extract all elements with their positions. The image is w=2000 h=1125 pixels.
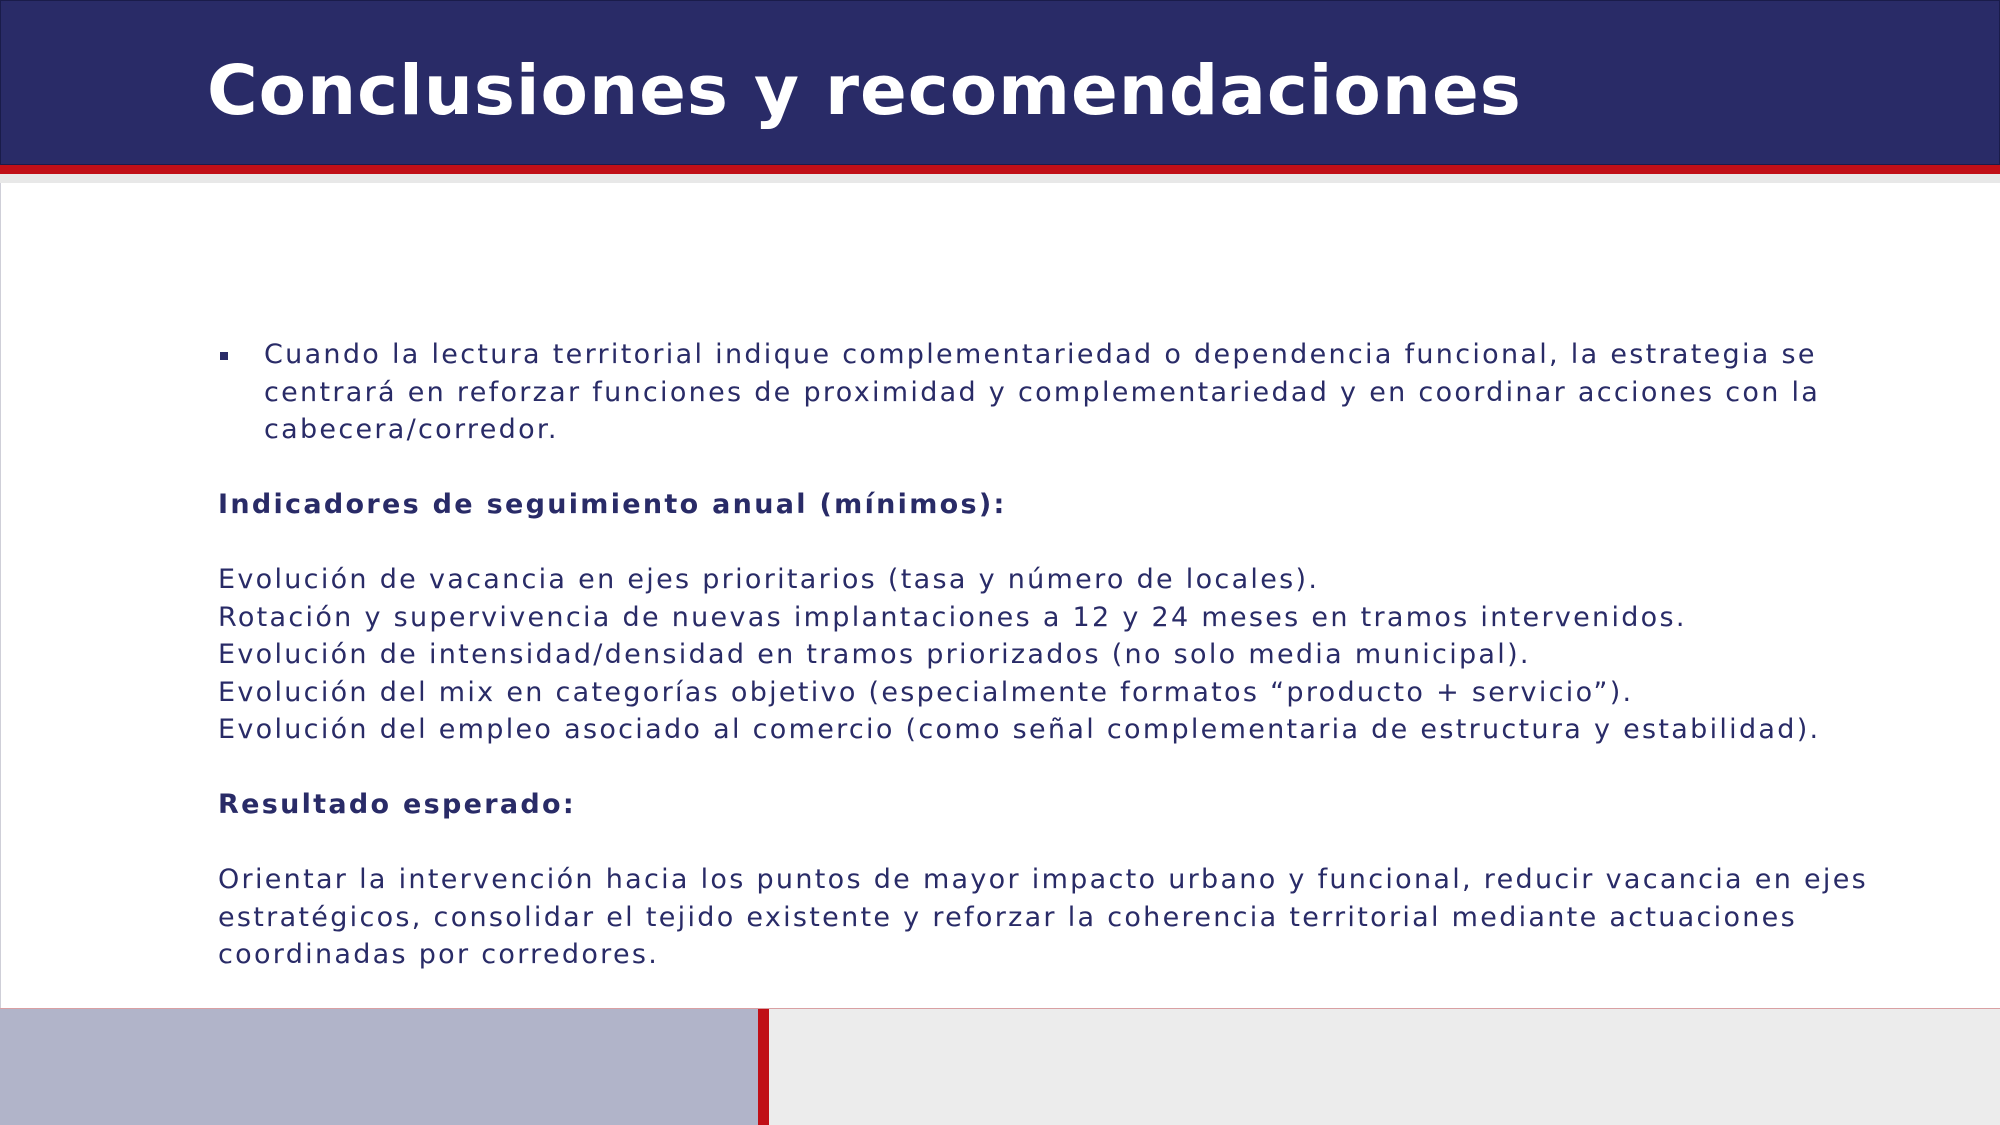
result-heading: Resultado esperado: [218,789,576,820]
header-shadow-stripe [0,174,2000,183]
footer-right-panel [769,1009,2000,1125]
footer-divider [758,1009,769,1125]
spacer [218,824,1878,862]
spacer [218,524,1878,562]
spacer [218,449,1878,487]
slide-content [218,336,1878,974]
spacer [218,749,1878,787]
indicator-line: Evolución de vacancia en ejes prioritarios (tasa y número de locales). [218,564,1320,595]
header-accent-stripe [0,165,2000,174]
indicators-heading: Indicadores de seguimiento anual (mínimos): [218,489,1007,520]
bullet-item [218,336,1878,449]
header-bar [0,0,2000,165]
indicator-line: Rotación y supervivencia de nuevas implantaciones a 12 y 24 meses en tramos intervenidos. [218,601,1687,633]
page-title: Conclusiones y recomendaciones [207,51,1522,131]
footer-left-panel [0,1009,758,1125]
square-bullet-icon [220,352,228,360]
indicator-line: Evolución del mix en categorías objetivo (especialmente formatos “producto + servicio”). [218,676,1634,708]
bullet-text: Cuando la lectura territorial indique complementariedad o dependencia funcional, la estrategia se centrará en reforzar funciones de proximidad y complementariedad y en coordinar acciones con la cabecera/corredor. [264,339,1821,445]
indicator-line: Evolución de intensidad/densidad en tramos priorizados (no solo media municipal). [218,639,1531,670]
indicator-line: Evolución del empleo asociado al comercio (como señal complementaria de estructura y estabilidad). [218,714,1821,745]
result-text: Orientar la intervención hacia los puntos de mayor impacto urbano y funcional, reducir vacancia en ejes estratégicos, consolidar el tejido existente y reforzar la coherencia territorial mediante actuaciones coordinadas por corredores. [218,864,1868,970]
left-border [0,183,1,1009]
